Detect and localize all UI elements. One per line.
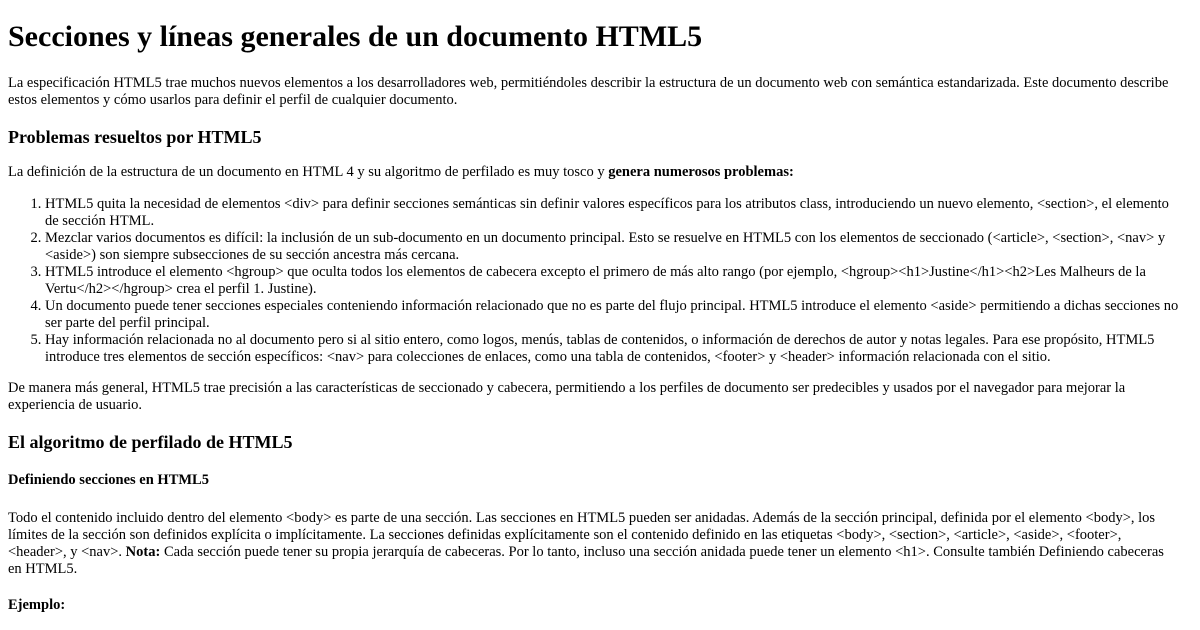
- list-item: 5. Hay información relacionada no al documento pero si al sitio entero, como logos, menús, tablas de contenidos, o información de derechos de autor y notas legales. Para ese propósito, HTML5 introduce tres elementos de sección específicos: <nav> para colecciones de enlaces, como una tabla de contenidos, <footer> y <header> información relacionada con el sitio.: [45, 332, 1185, 366]
- list-item: 3. HTML5 introduce el elemento <hgroup> que oculta todos los elementos de cabecera excepto el primero de más alto rango (por ejemplo, <hgroup><h1>Justine</h1><h2>Les Malheurs de la Vertu</h2></hgroup> crea el perfil 1. Justine).: [45, 264, 1185, 298]
- problems-lead-text: La definición de la estructura de un documento en HTML 4 y su algoritmo de perfilado es muy tosco y: [8, 164, 609, 180]
- intro-paragraph: La especificación HTML5 trae muchos nuevos elementos a los desarrolladores web, permitiéndoles describir la estructura de un documento web con semántica estandarizada. Este documento describe estos elementos y cómo usarlos para definir el perfil de cualquier documento.: [8, 75, 1169, 108]
- problems-list: [8, 196, 1185, 366]
- note-label: Nota:: [125, 544, 161, 560]
- page-title: Secciones y líneas generales de un documento HTML5: [8, 20, 703, 53]
- list-item: 2. Mezclar varios documentos es difícil: la inclusión de un sub-documento en un documento principal. Esto se resuelve en HTML5 con los elementos de seccionado (<article>, <section>, <nav> y <aside>) son siempre subsecciones de su sección ancestra más cercana.: [45, 230, 1185, 264]
- sections-text-before-note: Todo el contenido incluido dentro del elemento <body> es parte de una sección. Las secciones en HTML5 pueden ser anidadas. Además de la sección principal, definida por el elemento <body>, los límites de la sección son definidos explícita o implícitamente. La secciones definidas explícitamente son el contenido definido en las etiquetas <body>, <section>, <article>, <aside>, <footer>, <header>, y <nav>.: [8, 510, 1156, 560]
- example-label: Ejemplo:: [8, 597, 66, 613]
- problems-lead-bold: genera numerosos problemas:: [608, 164, 794, 180]
- subheading-defining-sections: Definiendo secciones en HTML5: [8, 472, 209, 488]
- sections-paragraph: [8, 510, 1178, 578]
- list-item: 4. Un documento puede tener secciones especiales conteniendo información relacionado que no es parte del flujo principal. HTML5 introduce el elemento <aside> permitiendo a dichas secciones no ser parte del perfil principal.: [45, 298, 1185, 332]
- list-item: 1. HTML5 quita la necesidad de elementos <div> para definir secciones semánticas sin definir valores específicos para los atributos class, introduciendo un nuevo elemento, <section>, el elemento de sección HTML.: [45, 196, 1185, 230]
- section-heading-algorithm: El algoritmo de perfilado de HTML5: [8, 432, 293, 452]
- section-heading-problems: Problemas resueltos por HTML5: [8, 127, 262, 147]
- closing-paragraph: De manera más general, HTML5 trae precisión a las características de seccionado y cabecera, permitiendo a los perfiles de documento ser predecibles y usados por el navegador para mejorar la experiencia de usuario.: [8, 380, 1126, 413]
- problems-lead-paragraph: [8, 164, 1178, 181]
- sections-text-after-note: Cada sección puede tener su propia jerarquía de cabeceras. Por lo tanto, incluso una sección anidada puede tener un elemento <h1>. Consulte también Definiendo cabeceras en HTML5.: [8, 544, 1164, 577]
